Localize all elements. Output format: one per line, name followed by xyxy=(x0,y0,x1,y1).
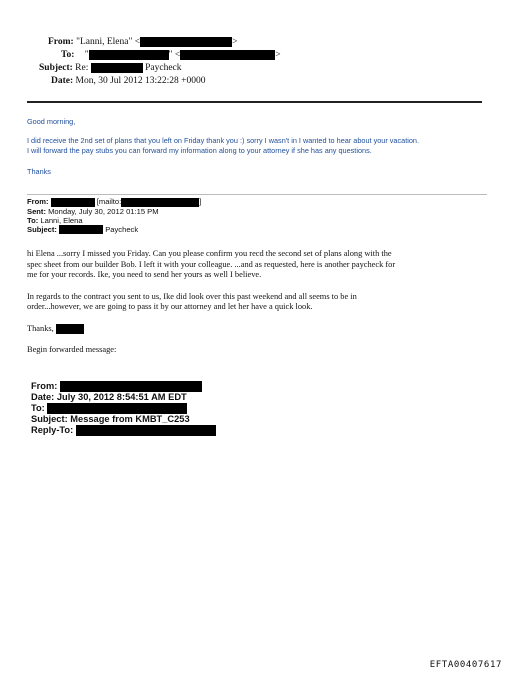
body-line: me for your records. Ike, you need to send her yours as well I believe. xyxy=(27,270,262,279)
sent-date-label: Sent: xyxy=(27,206,46,216)
redaction-block xyxy=(140,37,232,47)
header-subject-value: Re: xyxy=(75,63,89,73)
redaction-block xyxy=(121,197,202,207)
original-message-header xyxy=(27,197,497,234)
reply-signoff: Thanks xyxy=(27,167,51,176)
redaction-block xyxy=(60,381,202,392)
message-body xyxy=(27,249,497,356)
sent-from-mailto: [mailto: xyxy=(96,197,122,206)
header-to-label: To: xyxy=(61,50,75,60)
header-subject-label: Subject: xyxy=(39,63,73,73)
redaction-block xyxy=(89,50,169,60)
reply-divider xyxy=(27,194,487,195)
header-subject-row xyxy=(39,62,182,74)
redaction-block xyxy=(180,50,275,60)
sent-to-label: To: xyxy=(27,215,39,225)
fwd-subject-value: Message from KMBT_C253 xyxy=(70,414,190,425)
fwd-replyto-row xyxy=(31,425,491,436)
fwd-date-label: Date: xyxy=(31,392,55,403)
document-id: EFTA00407617 xyxy=(429,660,502,670)
header-from-row xyxy=(48,36,237,48)
fwd-from-label: From: xyxy=(31,381,58,391)
fwd-subject-label: Subject: xyxy=(31,414,68,425)
redaction-block xyxy=(56,324,84,334)
redaction-block xyxy=(76,425,216,436)
header-divider xyxy=(27,101,482,103)
fwd-replyto-label: Reply-To: xyxy=(31,425,74,436)
sent-to-row xyxy=(27,216,497,225)
body-thanks-text: Thanks, xyxy=(27,323,54,333)
header-date-row xyxy=(51,75,205,87)
sent-date-value: Monday, July 30, 2012 01:15 PM xyxy=(48,206,159,216)
redaction-block xyxy=(51,198,95,207)
fwd-to-label: To: xyxy=(31,403,45,414)
sent-from-close: ] xyxy=(199,197,202,206)
header-date-value: Mon, 30 Jul 2012 13:22:28 +0000 xyxy=(75,76,206,86)
fwd-to-row xyxy=(31,403,491,414)
redaction-block xyxy=(59,225,103,234)
sent-from-label: From: xyxy=(27,197,49,206)
reply-greeting: Good morning, xyxy=(27,117,76,126)
forwarded-header xyxy=(31,381,491,436)
body-line: In regards to the contract you sent to us, Ike did look over this past weekend and all seems to be in xyxy=(27,291,357,301)
sent-date-row xyxy=(27,207,497,216)
body-line: order...however, we are going to pass it by our attorney and let her have a quick look. xyxy=(27,302,313,311)
fwd-subject-row xyxy=(31,414,491,425)
header-to-value: " xyxy=(84,50,89,60)
reply-line: I did receive the 2nd set of plans that you left on Friday thank you :) sorry I wasn't in I wanted to hear about your vacation. xyxy=(27,136,419,145)
reply-message xyxy=(27,117,497,177)
sent-from-row xyxy=(27,197,497,207)
header-subject-tail: Paycheck xyxy=(145,63,182,73)
header-from-value: "Lanni, Elena" < xyxy=(76,37,141,47)
fwd-date-value: July 30, 2012 8:54:51 AM EDT xyxy=(56,392,187,403)
body-line: hi Elena ...sorry I missed you Friday. Can you please confirm you recd the second set of plans along with the xyxy=(27,249,392,258)
header-to-row xyxy=(61,49,281,61)
header-to-mid: " < xyxy=(168,50,181,60)
header-to-tail: > xyxy=(275,50,281,60)
fwd-from-row xyxy=(31,381,491,392)
reply-line: I will forward the pay stubs you can forward my information along to your attorney if she has any questions. xyxy=(27,146,372,155)
header-date-label: Date: xyxy=(51,76,74,86)
sent-subject-row xyxy=(27,225,497,235)
header-from-label: From: xyxy=(48,37,74,47)
body-thanks xyxy=(27,324,497,335)
header-from-tail: > xyxy=(232,37,238,47)
redaction-block xyxy=(47,403,187,414)
body-begin-forwarded: Begin forwarded message: xyxy=(27,345,117,354)
fwd-date-row xyxy=(31,392,491,403)
sent-subject-label: Subject: xyxy=(27,224,57,234)
sent-to-value: Lanni, Elena xyxy=(40,215,83,225)
body-line: spec sheet from our builder Bob. I left it with your colleague. ...and as requested, here is another paycheck for xyxy=(27,259,396,269)
sent-subject-value: Paycheck xyxy=(105,224,139,234)
redaction-block xyxy=(91,63,143,73)
